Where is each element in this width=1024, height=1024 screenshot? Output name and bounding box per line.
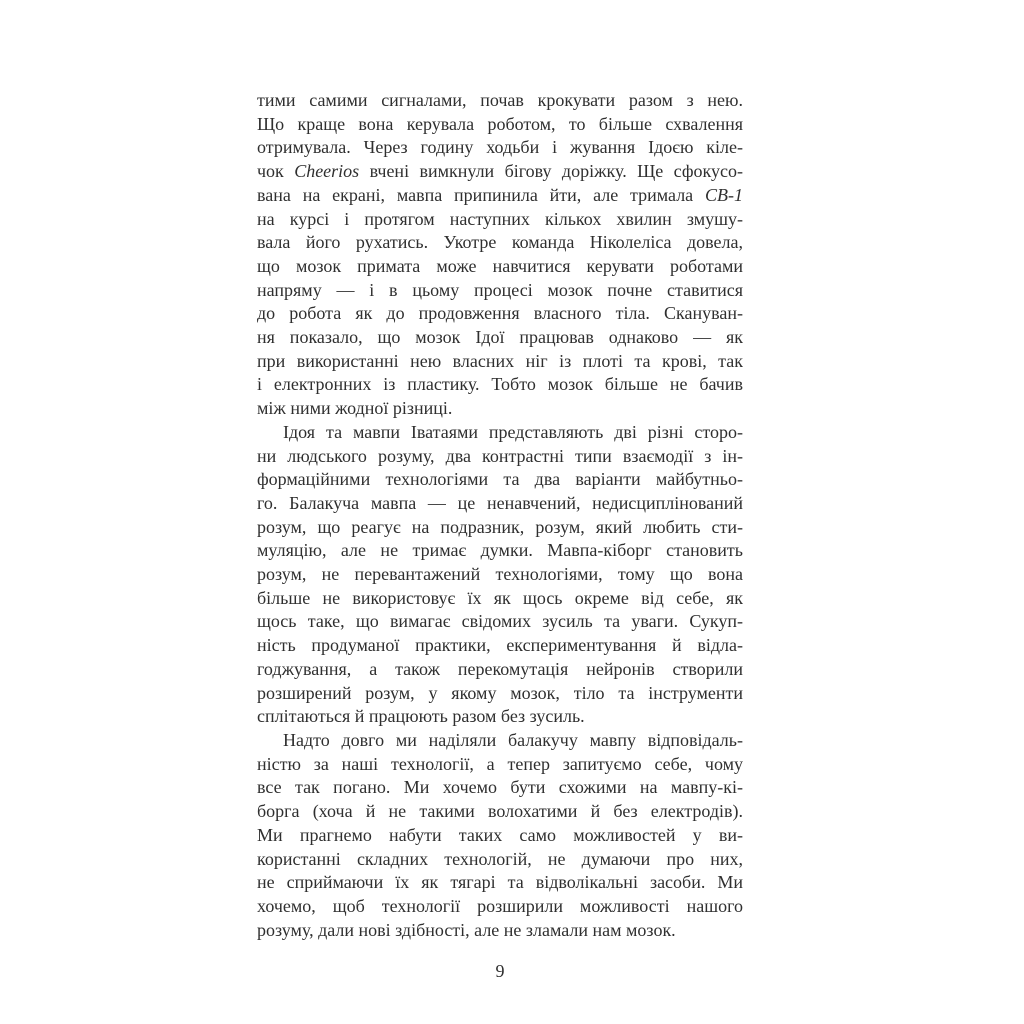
- text-line: борга (хоча й не такими волохатими й без електродів).: [257, 801, 743, 822]
- italic-text: Cheerios: [294, 161, 360, 182]
- text-line: ність продуманої практики, експериментування й відла-: [257, 635, 743, 656]
- text-line: [257, 184, 743, 208]
- plain-text: вчені вимкнули бігову доріжку. Ще сфокусо-: [359, 161, 743, 182]
- italic-text: CB-1: [705, 184, 743, 205]
- text-line: ня показало, що мозок Ідої працював однаково — як: [257, 327, 743, 348]
- text-line: го. Балакуча мавпа — це ненавчений, недисциплінований: [257, 492, 743, 513]
- text-line: до робота як до продовження власного тіла. Скануван-: [257, 303, 743, 324]
- text-line: не сприймаючи їх як тягарі та відволікальні засоби. Ми: [257, 872, 743, 893]
- text-line: ни людського розуму, два контрастні типи взаємодії з ін-: [257, 445, 743, 466]
- text-line: годжування, а також перекомутація нейронів створили: [257, 658, 743, 679]
- text-line: тими самими сигналами, почав крокувати разом з нею.: [257, 90, 743, 110]
- text-line: [257, 160, 743, 184]
- text-line: більше не використовує їх як щось окреме від себе, як: [257, 587, 743, 608]
- page-number: 9: [495, 961, 505, 981]
- text-line: і електронних із пластику. Тобто мозок більше не бачив: [257, 374, 743, 395]
- paragraph: [257, 89, 743, 421]
- text-line: щось таке, що вимагає свідомих зусиль та уваги. Сукуп-: [257, 611, 743, 632]
- paragraph: [257, 729, 743, 942]
- text-line: між ними жодної різниці.: [257, 398, 453, 419]
- text-line: при використанні нею власних ніг із плоті та крові, так: [257, 350, 743, 371]
- text-line: Ідоя та мавпи Іватаями представляють дві різні сторо-: [283, 421, 743, 442]
- text-line: розуму, дали нові здібності, але не зламали нам мозок.: [257, 919, 676, 940]
- plain-text: вана на екрані, мавпа припинила йти, але тримала: [257, 184, 705, 205]
- text-line: Надто довго ми наділяли балакучу мавпу відповідаль-: [283, 729, 743, 750]
- text-line: Ми прагнемо набути таких само можливостей у ви-: [257, 824, 743, 845]
- text-line: розум, не перевантажений технологіями, тому що вона: [257, 564, 743, 585]
- plain-text: чок: [257, 161, 295, 182]
- text-block: [257, 89, 743, 942]
- text-line: отримувала. Через годину ходьби і жування Ідоєю кіле-: [257, 137, 743, 158]
- text-line: розум, що реагує на подразник, розум, який любить сти-: [257, 516, 743, 537]
- text-line: що мозок примата може навчитися керувати роботами: [257, 255, 743, 276]
- text-line: вала його рухатись. Укотре команда Ніколеліса довела,: [257, 232, 743, 253]
- paragraph: [257, 421, 743, 729]
- text-line: сплітаються й працюють разом без зусиль.: [257, 706, 585, 727]
- text-line: на курсі і протягом наступних кількох хвилин змушу-: [257, 208, 743, 229]
- text-line: муляцію, але не тримає думки. Мавпа-кіборг становить: [257, 540, 743, 561]
- text-line: користанні складних технологій, не думаючи про них,: [257, 848, 743, 869]
- text-line: все так погано. Ми хочемо бути схожими на мавпу-кі-: [257, 777, 743, 798]
- text-line: напряму — і в цьому процесі мозок почне ставитися: [257, 279, 743, 300]
- text-line: хочемо, щоб технології розширили можливості нашого: [257, 895, 743, 916]
- text-line: формаційними технологіями та два варіанти майбутньо-: [257, 469, 743, 490]
- text-line: розширений розум, у якому мозок, тіло та інструменти: [257, 682, 743, 703]
- text-line: ністю за наші технології, а тепер запитуємо себе, чому: [257, 753, 743, 774]
- text-line: Що краще вона керувала роботом, то більше схвалення: [257, 113, 743, 134]
